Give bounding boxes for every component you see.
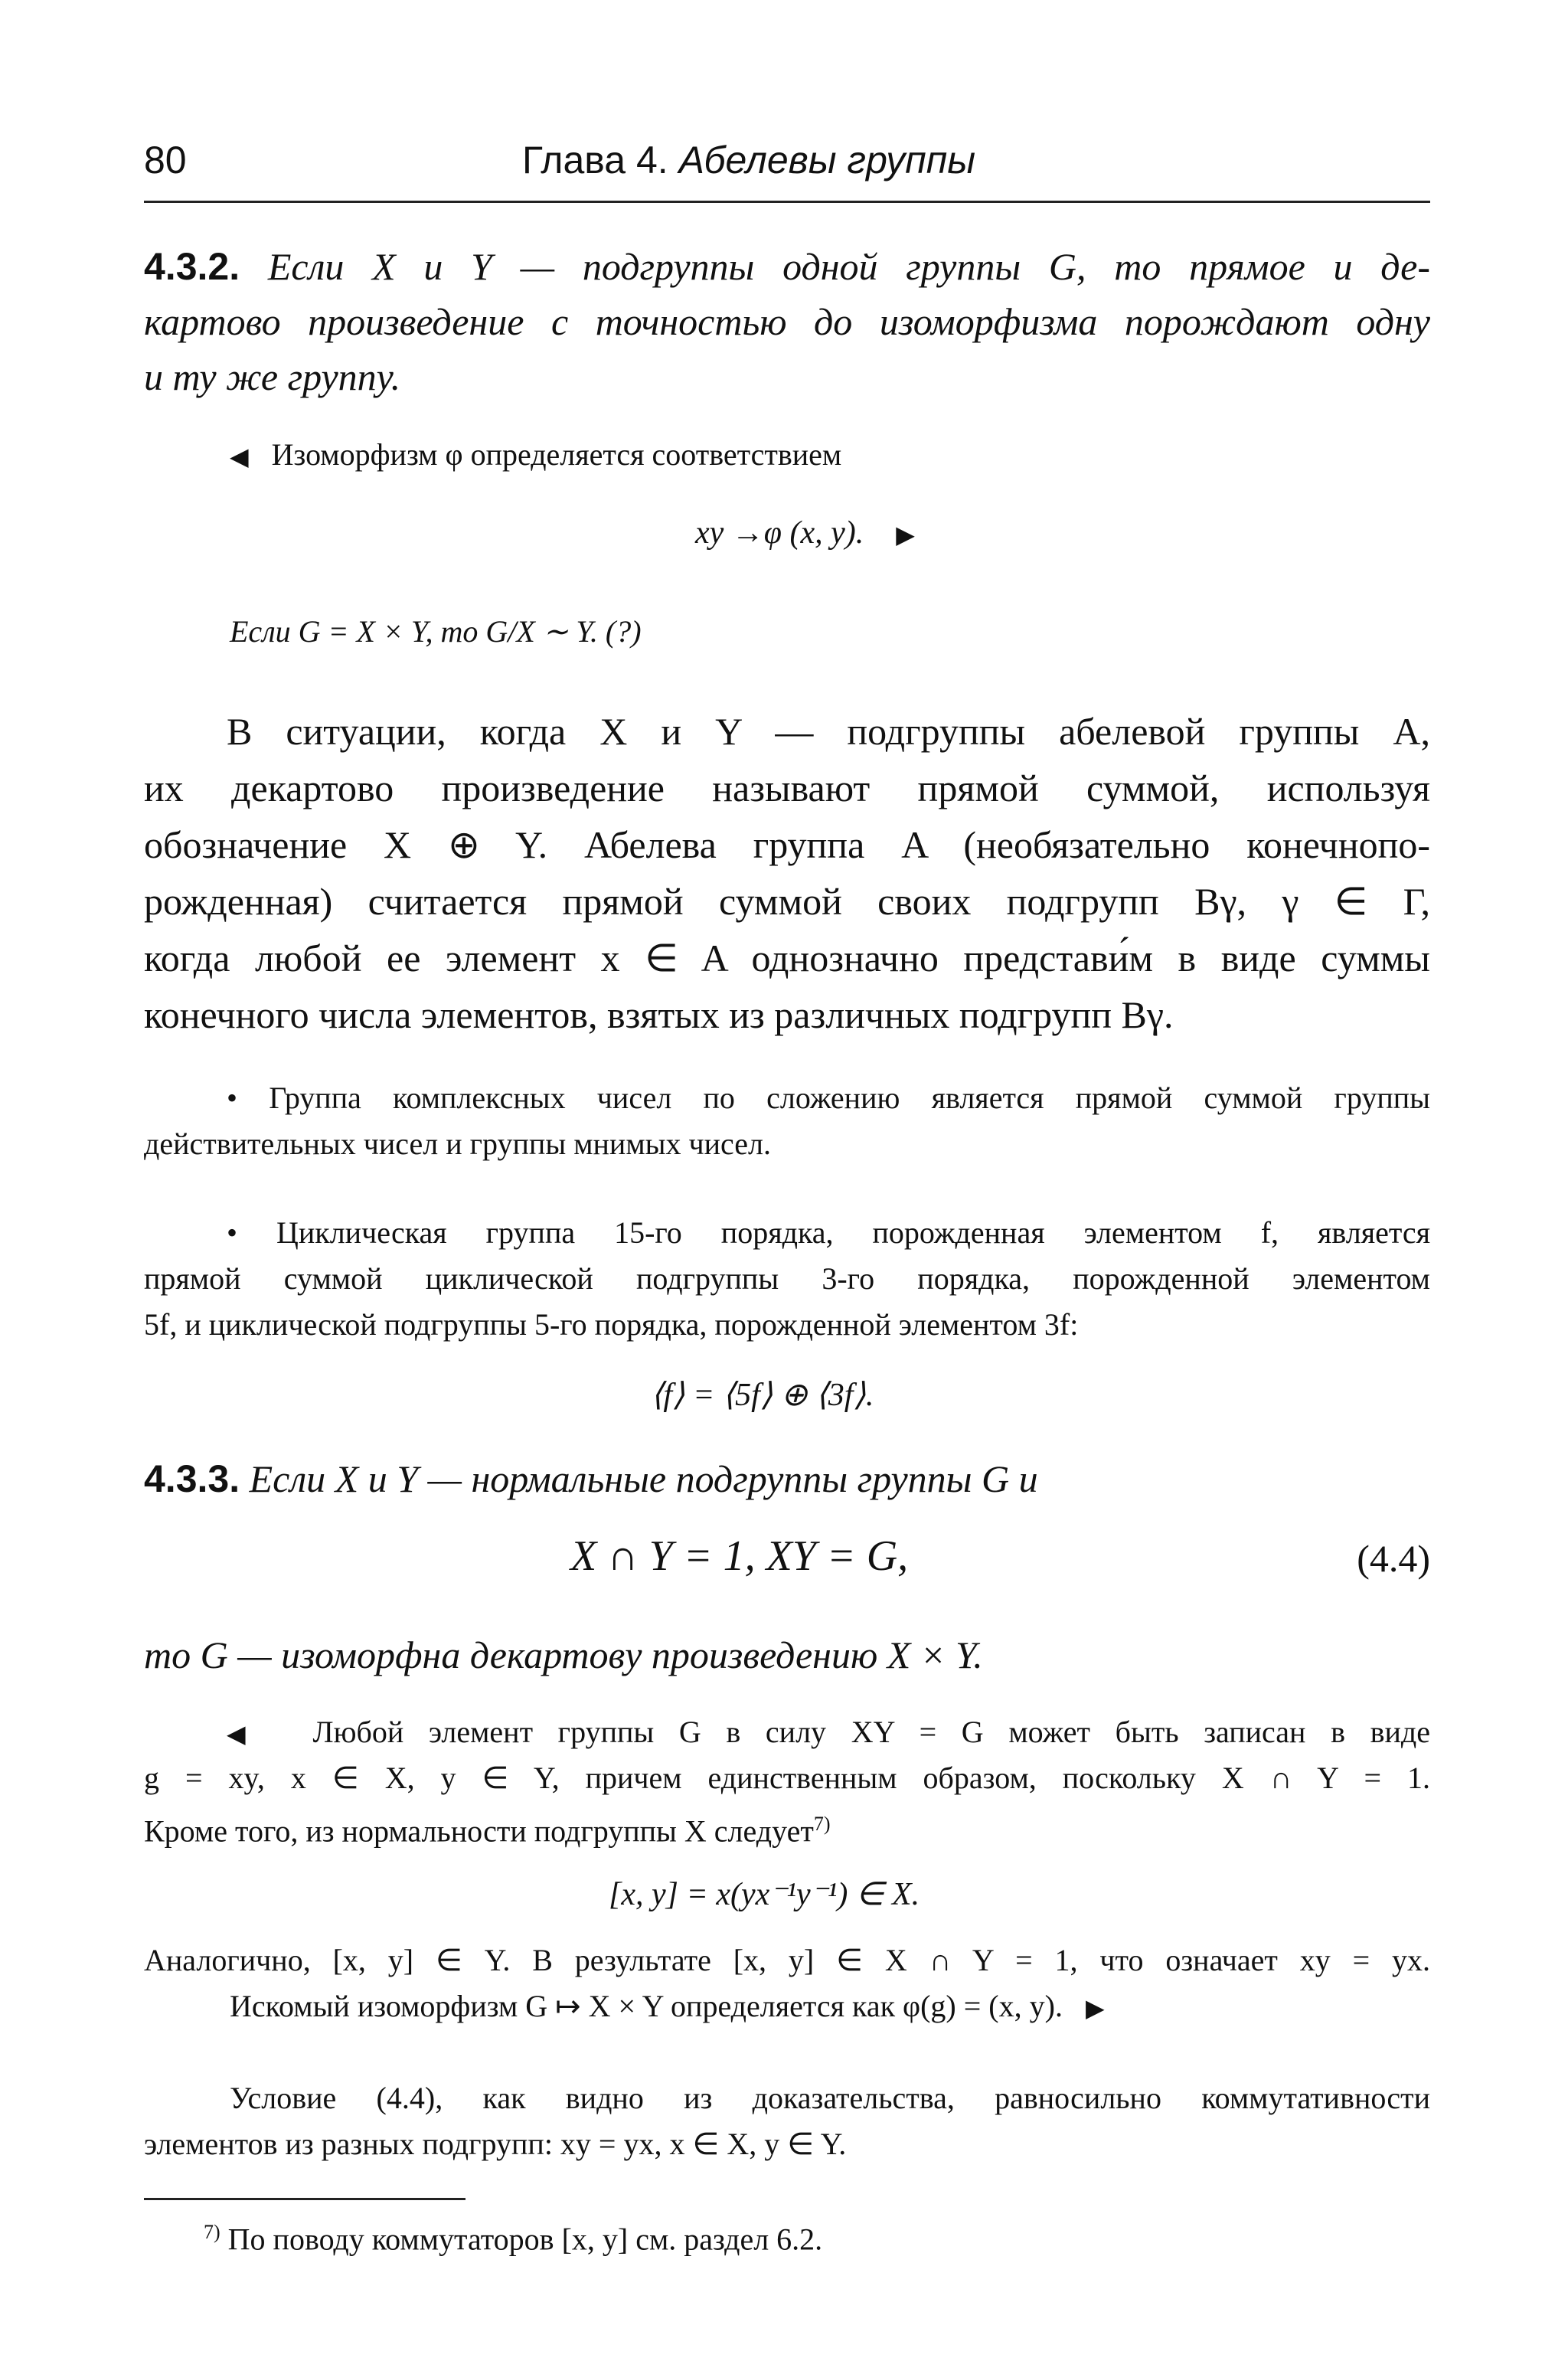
equation-number: (4.4): [1357, 1537, 1430, 1580]
theorem-number: 4.3.2.: [144, 245, 240, 288]
proof-4-3-3-conclusion: Искомый изоморфизм G ↦ X × Y определяется как φ(g) = (x, y). ▶: [230, 1989, 1105, 2023]
theorem-4-3-3: [144, 1451, 1430, 1506]
remark-4-3-2: Если G = X × Y, то G/X ∼ Y. (?): [230, 614, 642, 649]
proof-start-marker: ◀: [227, 1720, 263, 1748]
footnote-reference[interactable]: 7): [813, 1813, 831, 1835]
paragraph-line: когда любой ее элемент x ∈ A однозначно представи́м в виде суммы: [144, 937, 1430, 979]
theorem-number: 4.3.3.: [144, 1457, 240, 1500]
chapter-label: Глава 4.: [522, 139, 668, 181]
theorem-line: то G — изоморфна декартову произведению X × Y.: [144, 1633, 983, 1676]
example-2-formula: ⟨f⟩ = ⟨5f⟩ ⊕ ⟨3f⟩.: [651, 1378, 874, 1413]
paragraph-line: рожденная) считается прямой суммой своих подгрупп Bγ, γ ∈ Γ,: [144, 880, 1430, 923]
proof-4-3-3-line: Аналогично, [x, y] ∈ Y. В результате [x, y] ∈ X ∩ Y = 1, что означает xy = yx.: [144, 1943, 1430, 1977]
direct-sum-paragraph: [144, 703, 1430, 1043]
running-head: [522, 138, 975, 182]
proof-4-3-3-line: Кроме того, из нормальности подгруппы X следует$^{7)}$: [144, 1813, 831, 1849]
paragraph-line: конечного числа элементов, взятых из различных подгрупп Bγ.: [144, 993, 1174, 1036]
commutator-formula: [x, y] = x(yx⁻¹y⁻¹) ∈ X.: [609, 1877, 920, 1912]
footnote-divider: [144, 2198, 466, 2200]
footnote-mark: 7): [204, 2221, 220, 2243]
proof-end-marker: ▶: [1085, 1994, 1105, 2022]
proof-4-3-3-line: g = xy, x ∈ X, y ∈ Y, причем единственным образом, поскольку X ∩ Y = 1.: [144, 1761, 1430, 1795]
paragraph-line: их декартово произведение называют прямой суммой, используя: [144, 767, 1430, 809]
equation-4-4: X ∩ Y = 1, XY = G,: [570, 1532, 909, 1580]
theorem-line: 4.3.3. Если X и Y — нормальные подгруппы группы G и: [144, 1457, 1038, 1500]
theorem-4-3-2: [144, 239, 1430, 404]
footnote: [204, 2221, 822, 2257]
example-2-line: 5f, и циклической подгруппы 5-го порядка, порожденной элементом 3f:: [144, 1307, 1079, 1342]
proof-end-marker: ▶: [896, 521, 915, 548]
proof-start-marker: ◀: [230, 443, 249, 470]
formula-text: xy →φ (x, y).: [695, 515, 864, 551]
theorem-4-3-3-conclusion: [144, 1627, 1430, 1682]
theorem-line: картово произведение с точностью до изоморфизма порождают одну: [144, 300, 1430, 343]
example-2-line: прямой суммой циклической подгруппы 3-го порядка, порожденной элементом: [144, 1261, 1430, 1296]
theorem-line: и ту же группу.: [144, 355, 401, 398]
page-header: [144, 132, 1430, 203]
example-2-line: • Циклическая группа 15-го порядка, порожденная элементом f, является: [227, 1215, 1430, 1250]
theorem-line: 4.3.2. Если X и Y — подгруппы одной группы G, то прямое и де-: [144, 245, 1430, 288]
chapter-title: Абелевы группы: [678, 139, 976, 181]
footnote-text: По поводу коммутаторов [x, y] см. раздел 6.2.: [227, 2222, 823, 2257]
proof-4-3-3-line: ◀ Любой элемент группы G в силу XY = G может быть записан в виде: [227, 1715, 1431, 1749]
paragraph-line: В ситуации, когда X и Y — подгруппы абелевой группы A,: [227, 710, 1430, 753]
example-1-line: • Группа комплексных чисел по сложению является прямой суммой группы: [227, 1081, 1430, 1115]
condition-paragraph-line: Условие (4.4), как видно из доказательства, равносильно коммутативности: [230, 2081, 1430, 2115]
proof-4-3-2-start: [230, 437, 841, 473]
proof-4-3-2-formula: [695, 515, 915, 551]
example-1-line: действительных чисел и группы мнимых чисел.: [144, 1127, 772, 1161]
proof-text: Изоморфизм φ определяется соответствием: [271, 437, 842, 472]
paragraph-line: обозначение X ⊕ Y. Абелева группа A (необязательно конечнопо-: [144, 823, 1430, 866]
condition-paragraph-line: элементов из разных подгрупп: xy = yx, x ∈ X, y ∈ Y.: [144, 2127, 847, 2161]
page-number: 80: [144, 139, 187, 181]
